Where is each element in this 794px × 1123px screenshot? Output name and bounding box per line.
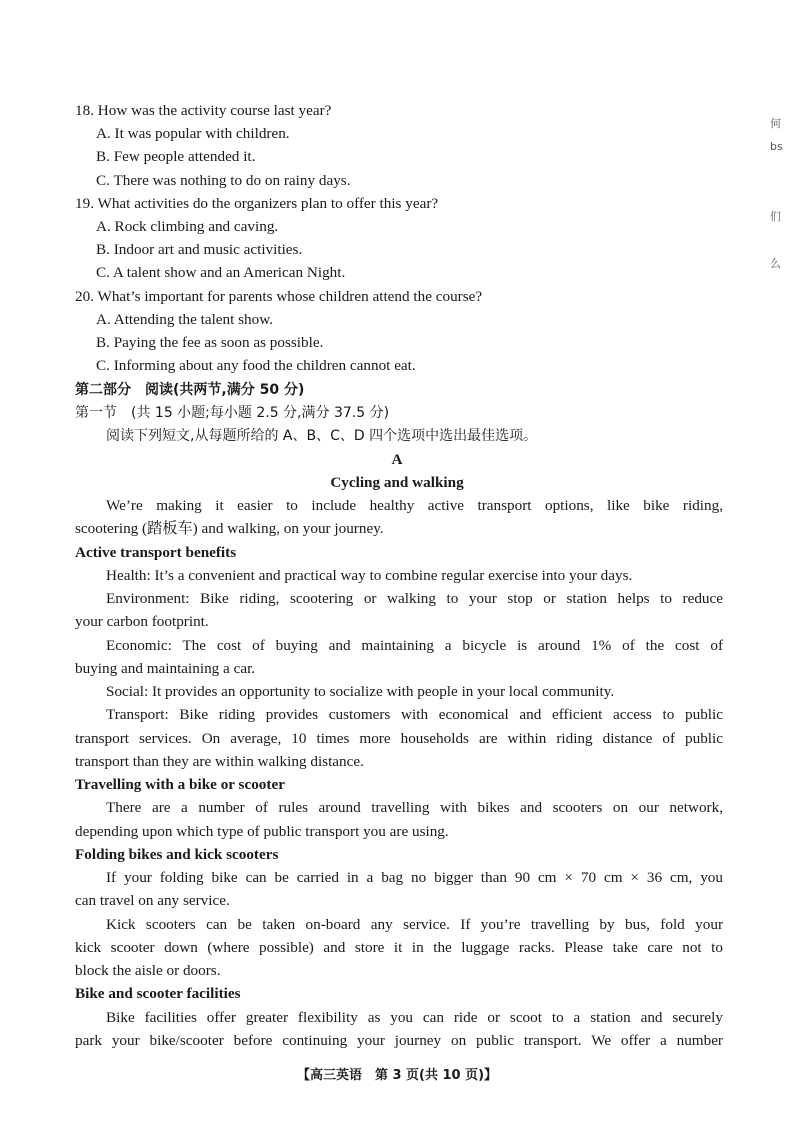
- q19-option-c: C. A talent show and an American Night.: [96, 264, 346, 281]
- q20-stem: 20. What’s important for parents whose children attend the course?: [75, 288, 483, 305]
- margin-mark-1: 何: [770, 117, 781, 130]
- heading-folding: Folding bikes and kick scooters: [75, 846, 279, 863]
- heading-facilities: Bike and scooter facilities: [75, 985, 241, 1002]
- transport-line-3: transport than they are within walking distance.: [75, 753, 364, 770]
- part2-title: 第二部分 阅读(共两节,满分 50 分): [75, 382, 305, 398]
- page-footer: 【高三英语 第 3 页(共 10 页)】: [296, 1068, 498, 1083]
- heading-travelling: Travelling with a bike or scooter: [75, 776, 285, 793]
- intro-line-1: We’re making it easier to include healthy active transport options, like bike riding,: [106, 497, 723, 514]
- q19-stem: 19. What activities do the organizers plan to offer this year?: [75, 195, 439, 212]
- passage-title: Cycling and walking: [330, 474, 464, 491]
- q20-option-c: C. Informing about any food the children cannot eat.: [96, 357, 416, 374]
- kick-line-3: block the aisle or doors.: [75, 962, 221, 979]
- q18-stem: 18. How was the activity course last year?: [75, 102, 332, 119]
- economic-line-1: Economic: The cost of buying and maintaining a bicycle is around 1% of the cost of: [106, 637, 723, 654]
- q19-option-a: A. Rock climbing and caving.: [96, 218, 279, 235]
- transport-line-1: Transport: Bike riding provides customers with economical and efficient access to public: [106, 706, 723, 723]
- q18-option-a: A. It was popular with children.: [96, 125, 290, 142]
- travelling-line-1: There are a number of rules around travelling with bikes and scooters on our network,: [106, 799, 723, 816]
- q19-option-b: B. Indoor art and music activities.: [96, 241, 303, 258]
- q20-option-b: B. Paying the fee as soon as possible.: [96, 334, 324, 351]
- heading-benefits: Active transport benefits: [75, 544, 237, 561]
- folding-line-2: can travel on any service.: [75, 892, 230, 909]
- margin-mark-4: 么: [770, 257, 781, 270]
- environment-line-1: Environment: Bike riding, scootering or walking to your stop or station helps to reduce: [106, 590, 723, 607]
- travelling-line-2: depending upon which type of public transport you are using.: [75, 823, 449, 840]
- margin-mark-2: bs: [770, 140, 783, 153]
- environment-line-2: your carbon footprint.: [75, 613, 209, 630]
- q18-option-b: B. Few people attended it.: [96, 148, 256, 165]
- kick-line-1: Kick scooters can be taken on-board any service. If you’re travelling by bus, fold your: [106, 916, 723, 933]
- passage-letter: A: [391, 451, 403, 468]
- folding-line-1: If your folding bike can be carried in a bag no bigger than 90 cm × 70 cm × 36 cm, you: [106, 869, 723, 886]
- facilities-line-2: park your bike/scooter before continuing your journey on public transport. We offer a number: [75, 1032, 723, 1049]
- q20-option-a: A. Attending the talent show.: [96, 311, 274, 328]
- instruction: 阅读下列短文,从每题所给的 A、B、C、D 四个选项中选出最佳选项。: [106, 428, 538, 444]
- facilities-line-1: Bike facilities offer greater flexibility as you can ride or scoot to a station and securely: [106, 1009, 723, 1026]
- intro-line-2: scootering (踏板车) and walking, on your journey.: [75, 520, 384, 537]
- q18-option-c: C. There was nothing to do on rainy days.: [96, 172, 351, 189]
- health-text: Health: It’s a convenient and practical way to combine regular exercise into your days.: [106, 567, 633, 584]
- transport-line-2: transport services. On average, 10 times more households are within riding distance of public: [75, 730, 723, 747]
- social-text: Social: It provides an opportunity to socialize with people in your local community.: [106, 683, 615, 700]
- section1-title: 第一节 (共 15 小题;每小题 2.5 分,满分 37.5 分): [75, 405, 390, 421]
- kick-line-2: kick scooter down (where possible) and store it in the luggage racks. Please take care not to: [75, 939, 723, 956]
- margin-mark-3: 们: [770, 210, 781, 223]
- economic-line-2: buying and maintaining a car.: [75, 660, 256, 677]
